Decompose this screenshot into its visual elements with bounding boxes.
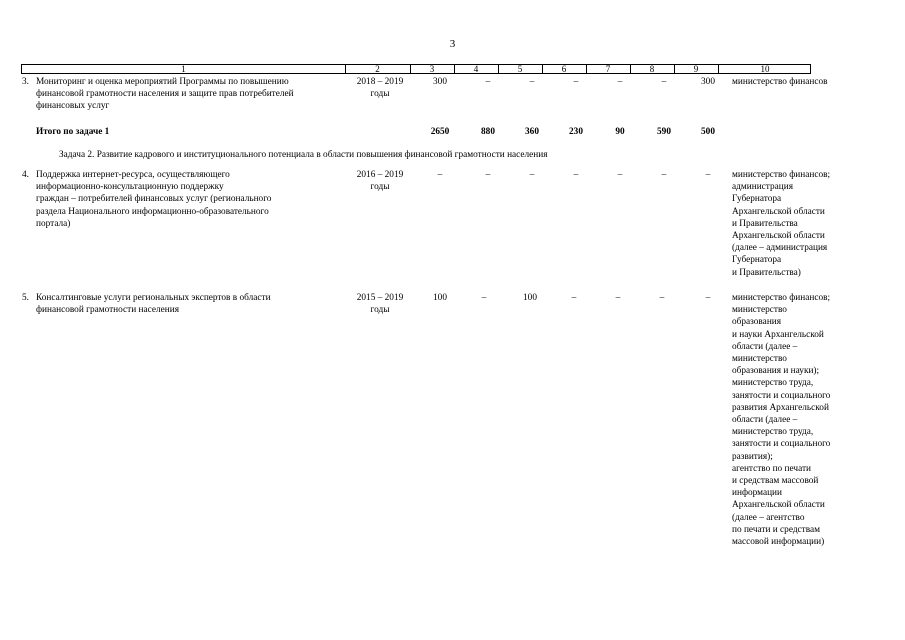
header-col-6: 6: [561, 64, 567, 74]
row-name: Мониторинг и оценка мероприятий Программы по повышению финансовой грамотности населения и защите прав потребителей финансовых услуг: [36, 77, 294, 112]
header-col-10: 10: [760, 64, 770, 74]
value-cell: –: [705, 293, 711, 303]
page-number: 3: [449, 38, 456, 50]
value-cell: 300: [701, 77, 715, 87]
header-col-4: 4: [473, 64, 479, 74]
total-value: 2650: [430, 127, 450, 137]
value-cell: –: [529, 77, 535, 87]
header-col-7: 7: [605, 64, 611, 74]
value-cell: –: [485, 170, 491, 180]
total-value: 590: [657, 127, 671, 137]
task-heading: Задача 2. Развитие кадрового и институционального потенциала в области повышения финансовой грамотности населения: [59, 150, 548, 160]
value-cell: –: [573, 170, 579, 180]
header-col-2: 2: [375, 64, 380, 74]
row-period: 2015 – 2019 годы: [356, 293, 404, 316]
value-cell: –: [485, 77, 491, 87]
header-col-5: 5: [517, 64, 523, 74]
value-cell: –: [529, 170, 535, 180]
value-cell: –: [437, 170, 443, 180]
total-value: 500: [701, 127, 715, 137]
row-period: 2016 – 2019 годы: [356, 170, 404, 193]
value-cell: 100: [433, 293, 447, 303]
row-executor: министерство финансов; администрация Губернатора Архангельской области и Правительства Архангельской области (далее – администрация Губернатора и Правительства): [732, 170, 831, 278]
value-cell: –: [573, 77, 579, 87]
total-value: 90: [615, 127, 625, 137]
total-value: 880: [481, 127, 495, 137]
row-executor: министерство финансов; министерство образования и науки Архангельской области (далее – министерство образования и науки); министерство труда, занятости и социального развития Архангельской области (далее – министерство труда, занятости и социального развития); агентство по печати и средствам массовой информации Архангельской области (далее – агентство по печати и средствам массовой информации): [732, 293, 831, 548]
value-cell: –: [617, 77, 623, 87]
value-cell: –: [617, 170, 623, 180]
table-header: [21, 64, 811, 74]
header-col-8: 8: [649, 64, 655, 74]
value-cell: –: [571, 293, 577, 303]
row-number: 5.: [22, 293, 29, 303]
row-number: 3.: [22, 77, 29, 87]
value-cell: –: [661, 170, 667, 180]
row-executor: министерство финансов: [732, 77, 828, 87]
row-name: Консалтинговые услуги региональных экспертов в области финансовой грамотности населения: [36, 293, 271, 316]
header-col-3: 3: [429, 64, 435, 74]
value-cell: –: [661, 77, 667, 87]
value-cell: –: [615, 293, 621, 303]
value-cell: –: [659, 293, 665, 303]
header-col-1: 1: [181, 64, 186, 74]
row-period: 2018 – 2019 годы: [356, 77, 404, 100]
total-value: 360: [525, 127, 539, 137]
total-label: Итого по задаче 1: [36, 127, 110, 137]
row-number: 4.: [22, 170, 29, 180]
value-cell: –: [481, 293, 487, 303]
value-cell: 300: [433, 77, 447, 87]
header-col-9: 9: [693, 64, 699, 74]
value-cell: 100: [523, 293, 537, 303]
value-cell: –: [705, 170, 711, 180]
total-value: 230: [569, 127, 583, 137]
row-name: Поддержка интернет-ресурса, осуществляющего информационно-консультационную поддержку граждан – потребителей финансовых услуг (регионального раздела Национального информационно-образовательного портала): [36, 170, 272, 229]
